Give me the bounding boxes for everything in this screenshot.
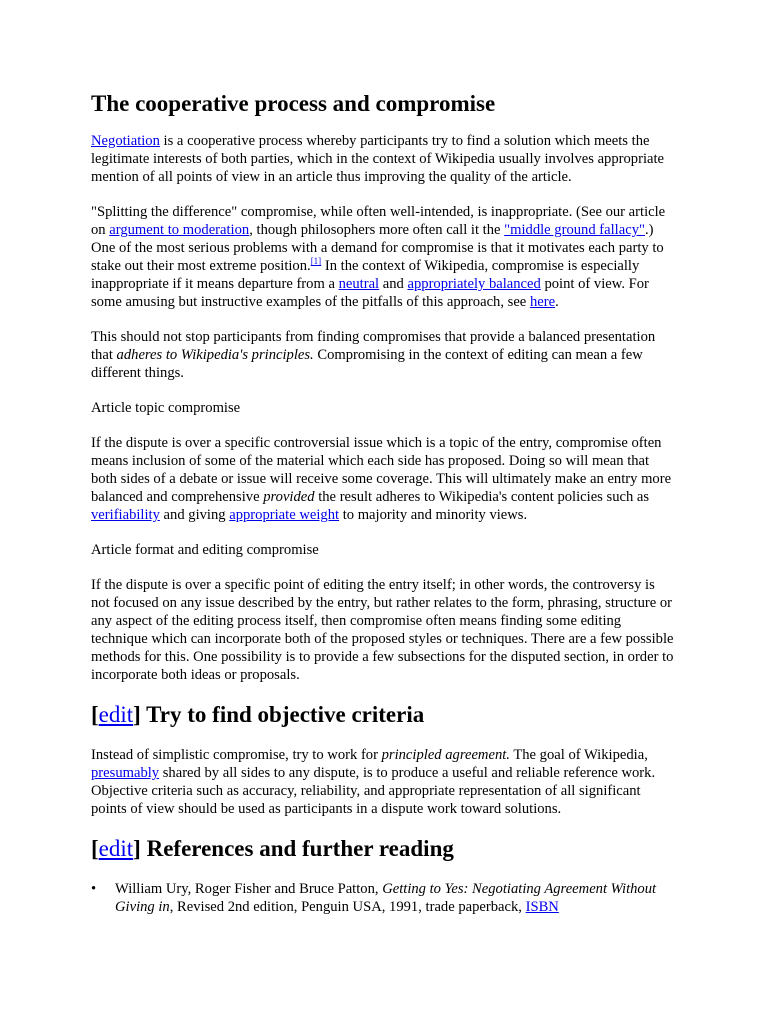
link-argument-to-moderation[interactable]: argument to moderation (109, 222, 250, 238)
text-span: .) One of the most serious problems with a demand for compromise is that it motivates each party to stake out their most extreme position. (91, 222, 664, 274)
text-span: This should not stop participants from finding compromises that provide a balanced presentation that (91, 329, 656, 363)
section-title: Try to find objective criteria (140, 702, 425, 727)
text-span: The goal of Wikipedia, (509, 747, 648, 763)
emphasis-text: principled agreement. (381, 747, 510, 763)
text-span: point of view. For some amusing but instructive examples of the pitfalls of this approach, see (91, 276, 649, 310)
paragraph-topic-compromise (91, 434, 677, 524)
link-neutral[interactable]: neutral (338, 276, 380, 292)
text-span: In the context of Wikipedia, compromise is especially inappropriate if it means departure from a (91, 258, 640, 292)
paragraph-principled-agreement (91, 746, 677, 818)
bullet-icon: • (91, 881, 97, 897)
reference-link-1[interactable]: [1] (310, 256, 322, 266)
emphasis-text: provided (263, 489, 315, 505)
link-isbn[interactable]: ISBN (525, 899, 559, 915)
section-heading-references (91, 835, 677, 863)
emphasis-text: adheres to Wikipedia's principles. (116, 347, 314, 363)
link-here[interactable]: here (529, 294, 556, 310)
text-span: , Revised 2nd edition, Penguin USA, 1991, trade paperback, (169, 899, 526, 915)
bracket-open: [ (91, 702, 99, 727)
bracket-close: ] (133, 836, 141, 861)
bracket-close: ] (133, 702, 141, 727)
text-span: shared by all sides to any dispute, is to produce a useful and reliable reference work. Objective criteria such as accuracy, reliability, and appropriate representation of all significant points of view should be used as participants in a dispute work toward solutions. (91, 765, 656, 817)
article-page (91, 90, 677, 916)
text-span: to majority and minority views. (339, 507, 528, 523)
subheading-article-format-compromise: Article format and editing compromise (91, 542, 319, 558)
link-appropriately-balanced[interactable]: appropriately balanced (407, 276, 541, 292)
book-title: Getting to Yes: Negotiating Agreement Without Giving in (115, 881, 657, 915)
text-span: and giving (159, 507, 230, 523)
text-span: Compromising in the context of editing can mean a few different things. (91, 347, 643, 381)
text-span: William Ury, Roger Fisher and Bruce Patton, (115, 881, 383, 897)
edit-section-link[interactable]: edit (98, 836, 134, 861)
edit-section-link[interactable]: edit (98, 702, 134, 727)
link-verifiability[interactable]: verifiability (91, 507, 160, 523)
link-presumably[interactable]: presumably (91, 765, 160, 781)
text-span: . (555, 294, 559, 310)
text-span: Instead of simplistic compromise, try to work for (91, 747, 382, 763)
paragraph-splitting-difference (91, 203, 677, 311)
text-span: If the dispute is over a specific controversial issue which is a topic of the entry, compromise often means inclusion of some of the material which each side has proposed. Doing so will mean that both sides of a debate or issue will receive some coverage. This will ultimately make an entry more balanced and comprehensive (91, 435, 672, 505)
references-list (91, 880, 677, 916)
link-negotiation[interactable]: Negotiation (91, 133, 160, 149)
text-span: is a cooperative process whereby participants try to find a solution which meets the legitimate interests of both parties, which in the context of Wikipedia usually involves appropriate mention of all points of view in an article thus improving the quality of the article. (91, 133, 665, 185)
page-title: The cooperative process and compromise (91, 91, 496, 116)
link-appropriate-weight[interactable]: appropriate weight (229, 507, 340, 523)
text-span: , though philosophers more often call it the (249, 222, 505, 238)
section-heading-objective-criteria (91, 701, 677, 729)
list-item (91, 880, 677, 916)
bracket-open: [ (91, 836, 99, 861)
text-span: and (379, 276, 408, 292)
paragraph-balanced-presentation (91, 328, 677, 382)
section-title: References and further reading (140, 836, 454, 861)
link-middle-ground-fallacy[interactable]: "middle ground fallacy" (504, 222, 645, 238)
subheading-article-topic-compromise: Article topic compromise (91, 400, 241, 416)
paragraph-negotiation (91, 132, 677, 186)
text-span: the result adheres to Wikipedia's content policies such as (314, 489, 650, 505)
paragraph-editing-compromise: If the dispute is over a specific point of editing the entry itself; in other words, the controversy is not focused on any issue described by the entry, but rather relates to the form, phrasing, structure or any aspect of the editing process itself, then compromise often means finding some editing technique which can incorporate both of the proposed styles or techniques. There are a few possible methods for this. One possibility is to provide a few subsections for the disputed section, in order to incorporate both ideas or proposals. (91, 577, 674, 683)
text-span: "Splitting the difference" compromise, while often well-intended, is inappropriate. (See our article on (91, 204, 666, 238)
